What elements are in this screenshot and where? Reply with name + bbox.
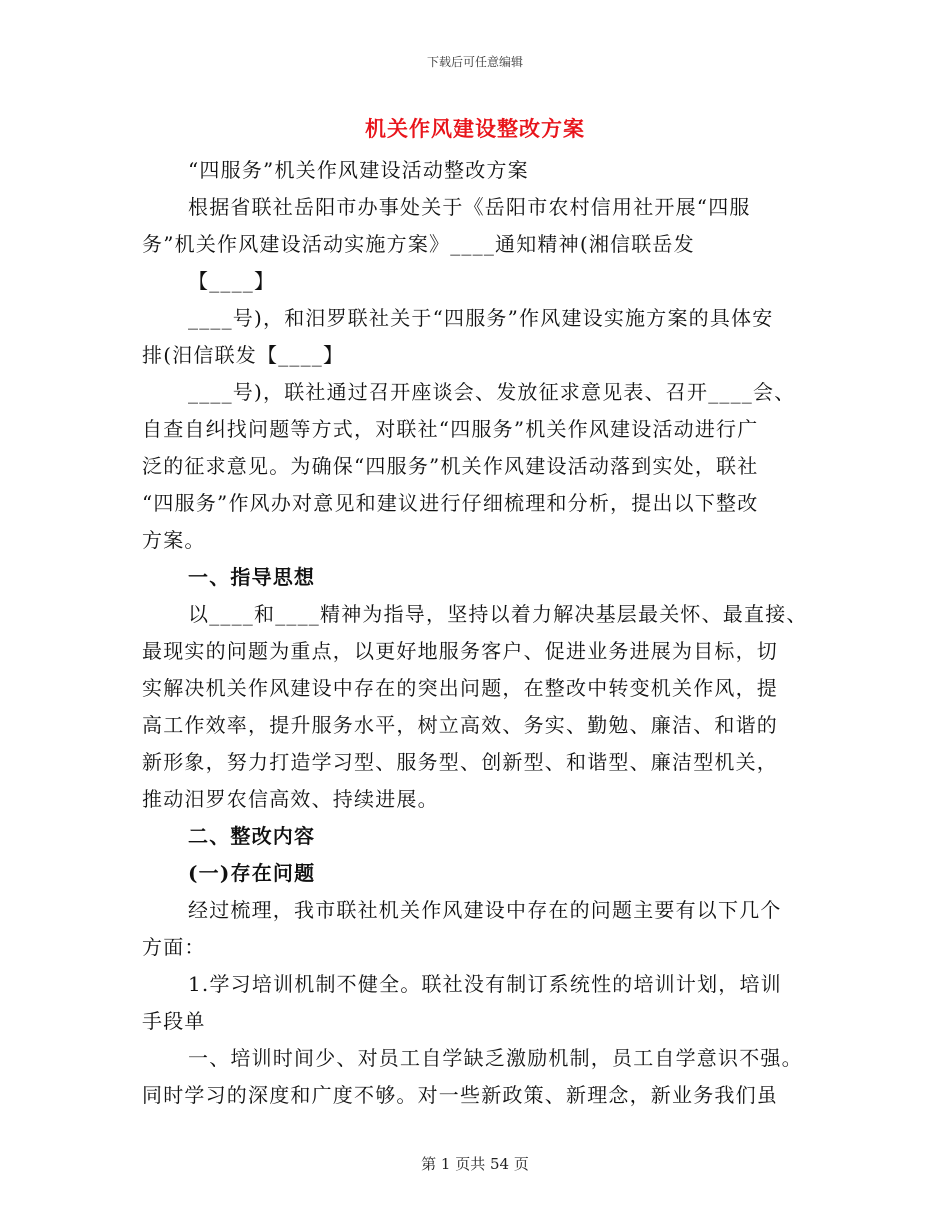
paragraph-line: 方案。 xyxy=(142,528,206,552)
header-note: 下载后可任意编辑 xyxy=(426,55,523,69)
paragraph-line: 一、培训时间少、对员工自学缺乏激励机制，员工自学意识不强。 xyxy=(188,1046,803,1070)
paragraph-line: 推动汨罗农信高效、持续进展。 xyxy=(142,787,439,811)
document-title: 机关作风建设整改方案 xyxy=(365,116,585,141)
paragraph-line: 同时学习的深度和广度不够。对一些新政策、新理念，新业务我们虽 xyxy=(142,1083,778,1107)
paragraph-line: 自查自纠找问题等方式，对联社“四服务”机关作风建设活动进行广 xyxy=(142,417,759,441)
paragraph-line: 根据省联社岳阳市办事处关于《岳阳市农村信用社开展“四服 xyxy=(188,195,751,219)
subsection-heading: (一)存在问题 xyxy=(188,861,316,885)
paragraph-line: “四服务”机关作风建设活动整改方案 xyxy=(188,158,529,182)
paragraph-line: 经过梳理，我市联社机关作风建设中存在的问题主要有以下几个 xyxy=(188,898,782,922)
paragraph-line: 务”机关作风建设活动实施方案》____通知精神(湘信联岳发 xyxy=(142,232,695,256)
page-footer: 第 1 页共 54 页 xyxy=(421,1155,529,1173)
paragraph-line: 手段单 xyxy=(142,1009,206,1033)
paragraph-line: 1.学习培训机制不健全。联社没有制订系统性的培训计划，培训 xyxy=(188,972,782,996)
paragraph-line: 【____】 xyxy=(188,269,276,293)
section-heading: 二、整改内容 xyxy=(188,824,316,848)
paragraph-line: 排(汨信联发【____】 xyxy=(142,343,345,367)
paragraph-line: “四服务”作风办对意见和建议进行仔细梳理和分析，提出以下整改 xyxy=(142,491,759,515)
paragraph-line: 方面： xyxy=(142,935,206,959)
paragraph-line: ____号)，联社通过召开座谈会、发放征求意见表、召开____会、 xyxy=(188,380,796,404)
paragraph-line: ____号)，和汨罗联社关于“四服务”作风建设实施方案的具体安 xyxy=(188,306,774,330)
section-heading: 一、指导思想 xyxy=(188,565,316,589)
paragraph-line: 泛的征求意见。为确保“四服务”机关作风建设活动落到实处，联社 xyxy=(142,454,759,478)
paragraph-line: 实解决机关作风建设中存在的突出问题，在整改中转变机关作风，提 xyxy=(142,676,778,700)
paragraph-line: 新形象，努力打造学习型、服务型、创新型、和谐型、廉洁型机关， xyxy=(142,750,778,774)
paragraph-line: 以____和____精神为指导，坚持以着力解决基层最关怀、最直接、 xyxy=(188,602,808,626)
paragraph-line: 最现实的问题为重点，以更好地服务客户、促进业务进展为目标，切 xyxy=(142,639,778,663)
paragraph-line: 高工作效率，提升服务水平，树立高效、务实、勤勉、廉洁、和谐的 xyxy=(142,713,778,737)
